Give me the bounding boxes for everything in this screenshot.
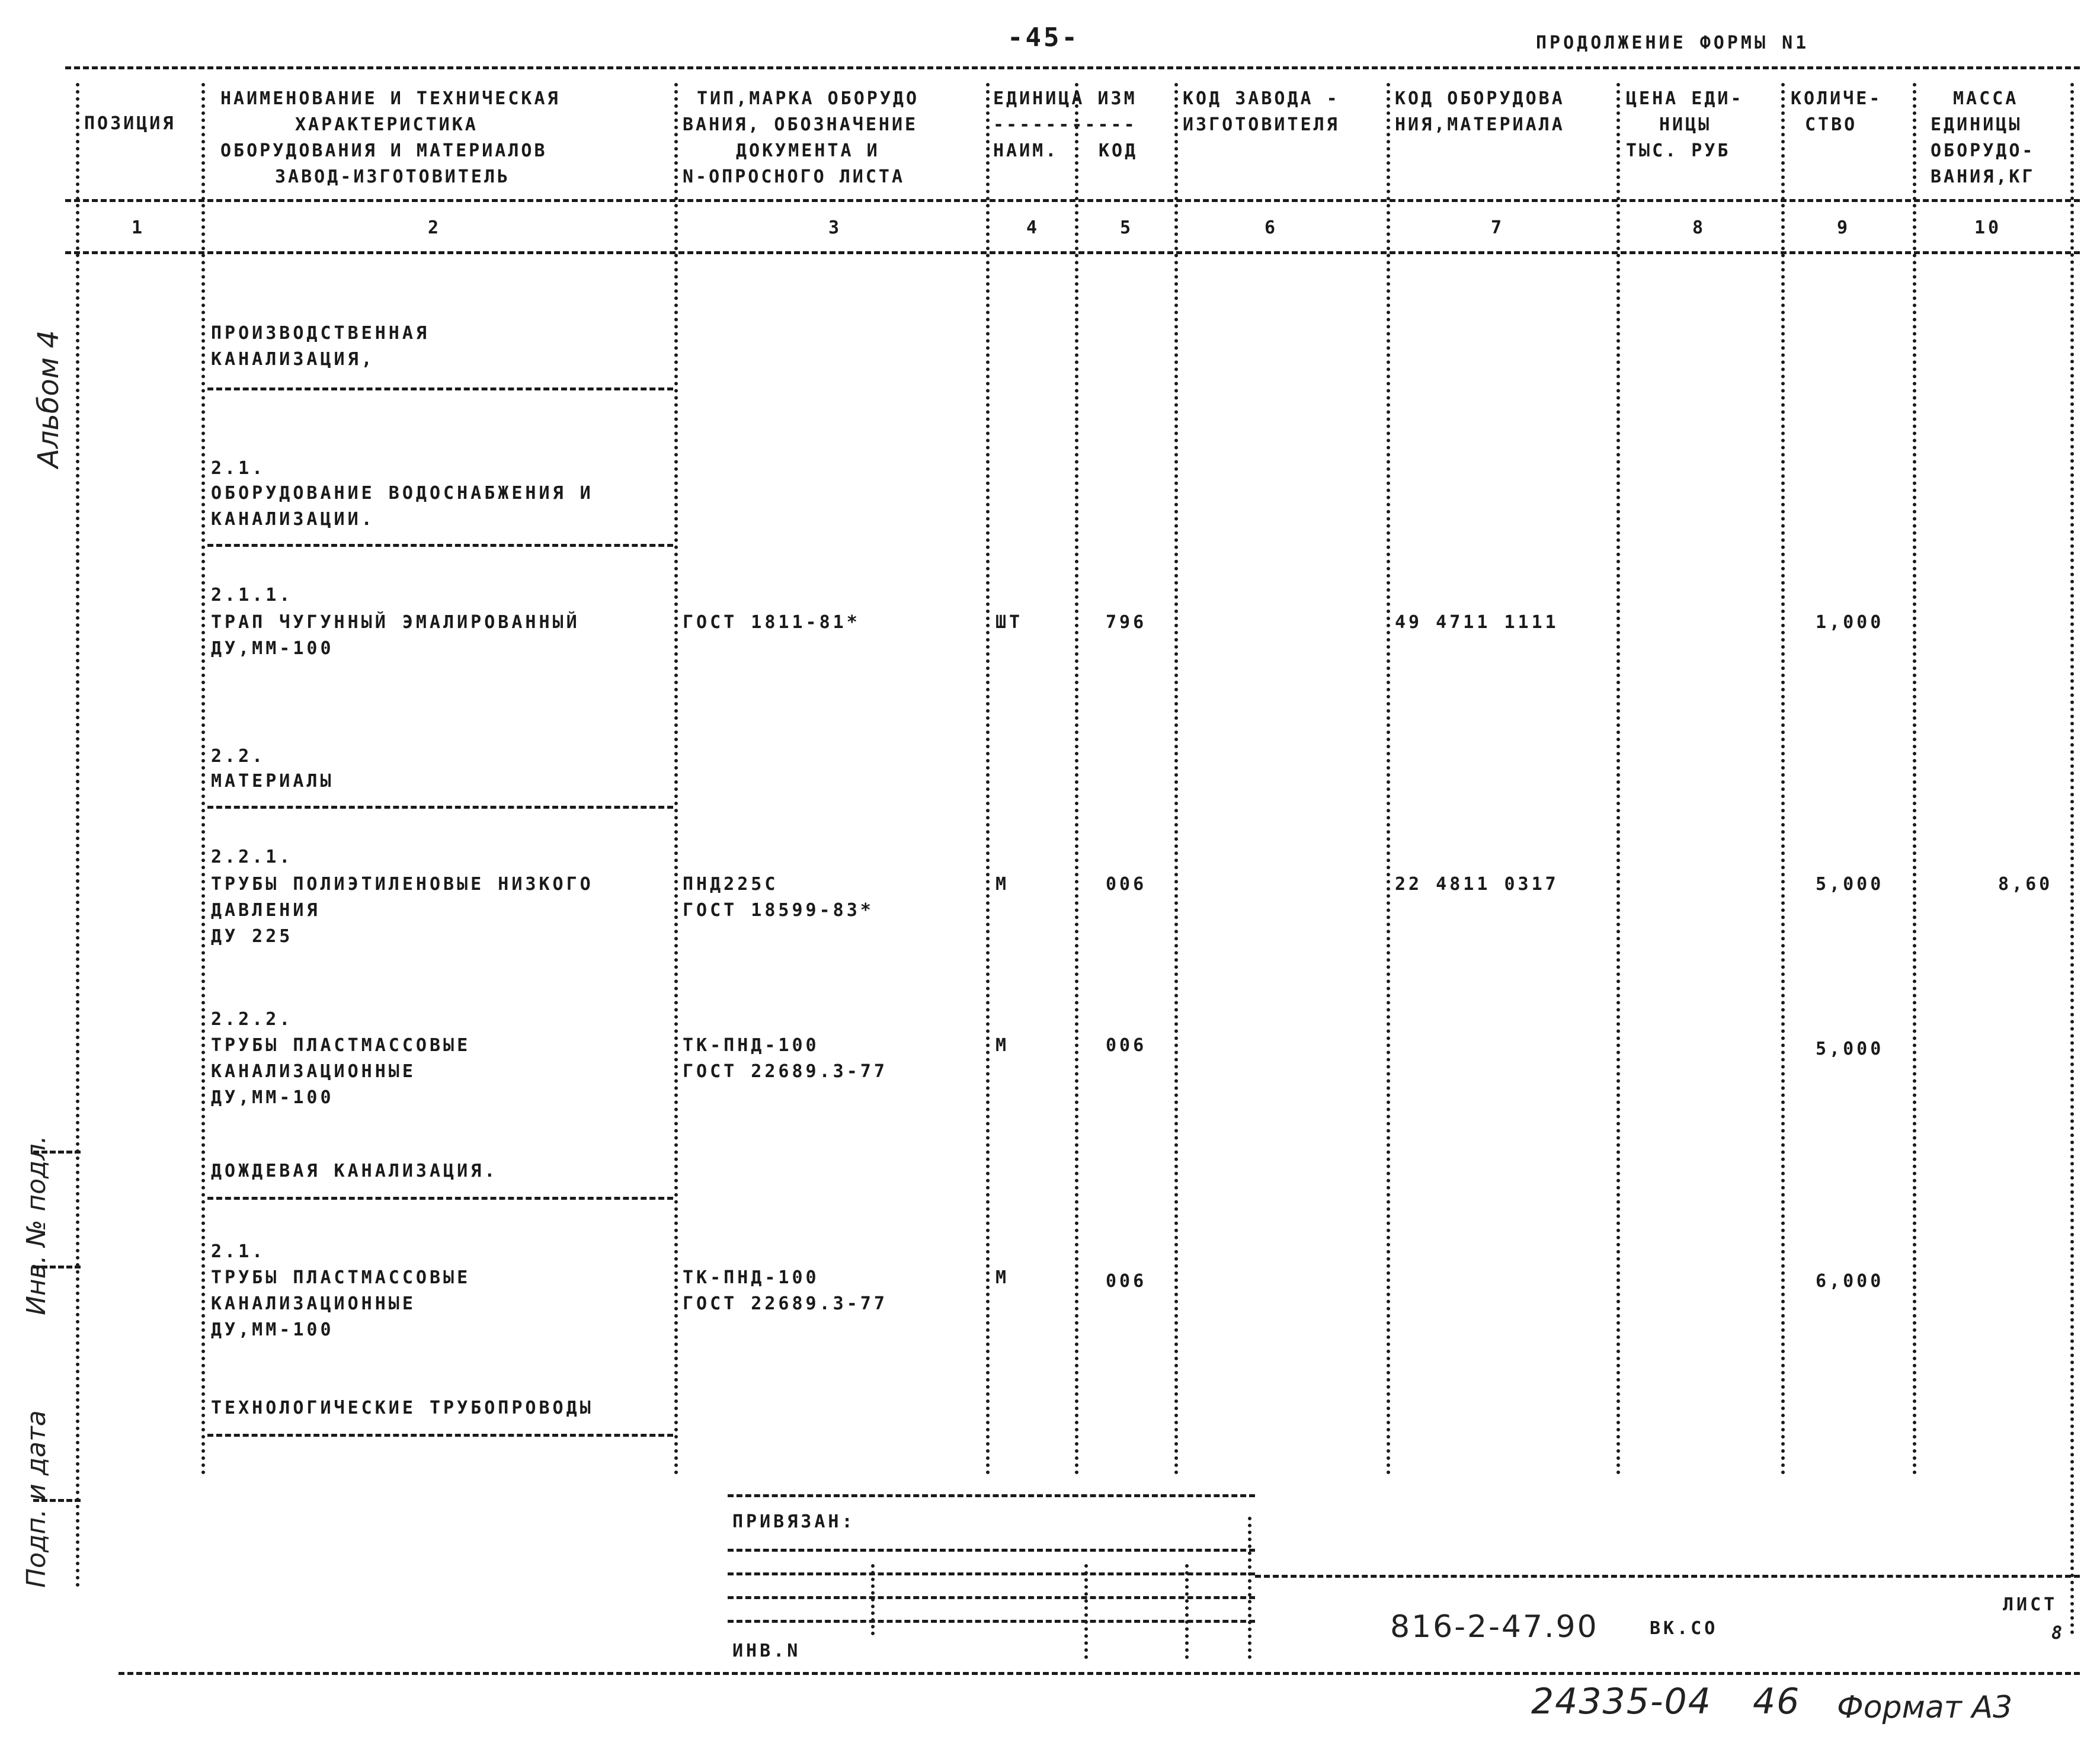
header-col2-line2: ХАРАКТЕРИСТИКА (295, 114, 478, 135)
header-col9-line1: КОЛИЧЕ- (1791, 88, 1883, 109)
row1-name-line2: ОБОРУДОВАНИЕ ВОДОСНАБЖЕНИЯ И (211, 483, 594, 504)
col-sep-1 (201, 83, 205, 1475)
colnum-10: 10 (1974, 217, 2002, 238)
stamp-privyazan: ПРИВЯЗАН: (732, 1511, 856, 1532)
header-col4: НАИМ. (993, 140, 1059, 161)
header-col10-line4: ВАНИЯ,КГ (1931, 166, 2035, 187)
row2-qty: 1,000 (1816, 612, 1884, 633)
colnum-3: 3 (828, 217, 843, 238)
row7-type-line1: ТК-ПНД-100 (683, 1267, 819, 1288)
row5-code: 006 (1106, 1035, 1147, 1056)
col-sep-4 (1075, 83, 1078, 1475)
row2-name-line2: ТРАП ЧУГУННЫЙ ЭМАЛИРОВАННЫЙ (211, 612, 580, 633)
header-col10-line1: МАССА (1953, 88, 2019, 109)
margin-tick-2 (33, 1266, 81, 1268)
margin-tick-1 (33, 1151, 81, 1154)
row1-underline (207, 544, 673, 547)
row4-type-line2: ГОСТ 18599-83* (683, 900, 874, 921)
stamp-row-line4 (728, 1620, 1255, 1623)
col-sep-8 (1781, 83, 1785, 1475)
stamp-sheet-number: 8 (2051, 1623, 2066, 1644)
header-col7-line1: КОД ОБОРУДОВА (1395, 88, 1565, 109)
header-col5: КОД (1099, 140, 1138, 161)
col-sep-10 (2070, 83, 2074, 1635)
row3-name-line2: МАТЕРИАЛЫ (211, 771, 334, 792)
row3-name-line1: 2.2. (211, 746, 266, 767)
row7-unit: М (995, 1267, 1010, 1288)
row6-underline (207, 1197, 673, 1200)
header-col6-line2: ИЗГОТОВИТЕЛЯ (1183, 114, 1340, 135)
colnum-4: 4 (1026, 217, 1041, 238)
row7-name-line4: ДУ,ММ-100 (211, 1319, 334, 1340)
footer-format: Формат А3 (1837, 1690, 2013, 1725)
col-sep-3 (986, 83, 990, 1475)
row2-unit: ШТ (995, 612, 1023, 633)
colnum-1: 1 (132, 217, 146, 238)
stamp-row-line3 (728, 1596, 1255, 1599)
header-col2-line1: НАИМЕНОВАНИЕ И ТЕХНИЧЕСКАЯ (220, 88, 561, 109)
row2-equip-code: 49 4711 1111 (1395, 612, 1559, 633)
row0-underline (207, 387, 673, 390)
col-sep-5 (1174, 83, 1178, 1475)
margin-inv-note: Инв. № подл. (21, 1135, 52, 1315)
footer-archive-number: 24335-04 (1531, 1681, 1712, 1722)
row3-underline (207, 806, 673, 809)
row5-name-line3: КАНАЛИЗАЦИОННЫЕ (211, 1061, 416, 1082)
row5-qty: 5,000 (1816, 1039, 1884, 1059)
header-col10-line3: ОБОРУДО- (1931, 140, 2035, 161)
header-col2-line3: ОБОРУДОВАНИЯ И МАТЕРИАЛОВ (220, 140, 548, 161)
stamp-sep-a (871, 1564, 875, 1635)
stamp-sheet-label: ЛИСТ (2003, 1594, 2058, 1615)
header-bottom-border (65, 199, 2080, 202)
row4-code: 006 (1106, 874, 1147, 895)
row4-equip-code: 22 4811 0317 (1395, 874, 1559, 895)
colnum-6: 6 (1265, 217, 1279, 238)
header-col10-line2: ЕДИНИЦЫ (1931, 114, 2022, 135)
colnum-5: 5 (1120, 217, 1134, 238)
row1-name-line1: 2.1. (211, 458, 266, 479)
row5-name-line2: ТРУБЫ ПЛАСТМАССОВЫЕ (211, 1035, 471, 1056)
margin-album-note: Альбом 4 (32, 330, 65, 468)
header-unit-group: ЕДИНИЦА ИЗМ (993, 88, 1137, 109)
colnum-bottom-border (65, 251, 2080, 254)
row0-name-line1: ПРОИЗВОДСТВЕННАЯ (211, 323, 430, 344)
row4-name-line2: ТРУБЫ ПОЛИЭТИЛЕНОВЫЕ НИЗКОГО (211, 874, 594, 895)
header-col3-line2: ВАНИЯ, ОБОЗНАЧЕНИЕ (683, 114, 918, 135)
colnum-7: 7 (1491, 217, 1505, 238)
table-bottom-border (119, 1672, 2080, 1675)
row4-unit: М (995, 874, 1010, 895)
row2-code: 796 (1106, 612, 1147, 633)
header-col8-line3: ТЫС. РУБ (1626, 140, 1731, 161)
col-sep-9 (1913, 83, 1916, 1475)
row4-type-line1: ПНД225С (683, 874, 779, 895)
colnum-2: 2 (428, 217, 442, 238)
row7-code: 006 (1106, 1271, 1147, 1292)
row4-mass: 8,60 (1998, 874, 2053, 895)
colnum-8: 8 (1692, 217, 1707, 238)
col-sep-6 (1387, 83, 1390, 1475)
header-col7-line2: НИЯ,МАТЕРИАЛА (1395, 114, 1565, 135)
row5-name-line4: ДУ,ММ-100 (211, 1087, 334, 1108)
col-sep-7 (1616, 83, 1620, 1475)
header-col6-line1: КОД ЗАВОДА - (1183, 88, 1340, 109)
stamp-sep-c (1185, 1564, 1189, 1659)
row5-name-line1: 2.2.2. (211, 1009, 293, 1030)
header-col1: ПОЗИЦИЯ (84, 113, 176, 134)
stamp-row-line2 (728, 1572, 1255, 1575)
row8-name: ТЕХНОЛОГИЧЕСКИЕ ТРУБОПРОВОДЫ (211, 1398, 594, 1418)
row4-name-line4: ДУ 225 (211, 926, 293, 947)
row1-name-line3: КАНАЛИЗАЦИИ. (211, 509, 375, 530)
stamp-doc-suffix: ВК.СО (1650, 1618, 1718, 1639)
margin-tick-3 (33, 1499, 81, 1502)
stamp-divider-right (1255, 1575, 2080, 1578)
row6-name: ДОЖДЕВАЯ КАНАЛИЗАЦИЯ. (211, 1161, 498, 1181)
stamp-sep-b (1084, 1564, 1088, 1659)
table-top-border (65, 66, 2080, 69)
stamp-row-line1 (728, 1549, 1255, 1552)
row5-unit: М (995, 1035, 1010, 1056)
col-sep-2 (674, 83, 678, 1475)
colnum-9: 9 (1837, 217, 1851, 238)
header-col3-line1: ТИП,МАРКА ОБОРУДО (697, 88, 920, 109)
row5-type-line2: ГОСТ 22689.3-77 (683, 1061, 888, 1082)
row4-name-line1: 2.2.1. (211, 847, 293, 867)
stamp-sep-d (1248, 1517, 1251, 1659)
row7-qty: 6,000 (1816, 1271, 1884, 1292)
page-number: -45- (1007, 23, 1080, 53)
stamp-top-border (728, 1494, 1255, 1497)
header-col9-line2: СТВО (1805, 114, 1858, 135)
margin-signature-note: Подп. и дата (21, 1410, 52, 1588)
row2-type: ГОСТ 1811-81* (683, 612, 860, 633)
header-col8-line2: НИЦЫ (1659, 114, 1712, 135)
row7-name-line2: ТРУБЫ ПЛАСТМАССОВЫЕ (211, 1267, 471, 1288)
row8-underline (207, 1434, 673, 1437)
row4-name-line3: ДАВЛЕНИЯ (211, 900, 321, 921)
row2-name-line1: 2.1.1. (211, 585, 293, 606)
row5-type-line1: ТК-ПНД-100 (683, 1035, 819, 1056)
header-col2-line4: ЗАВОД-ИЗГОТОВИТЕЛЬ (275, 166, 511, 187)
col-sep-0 (76, 83, 79, 1588)
header-col8-line1: ЦЕНА ЕДИ- (1626, 88, 1744, 109)
stamp-inv: ИНВ.N (732, 1641, 801, 1661)
footer-page: 46 (1753, 1681, 1801, 1722)
continuation-label: ПРОДОЛЖЕНИЕ ФОРМЫ N1 (1536, 33, 1810, 53)
header-col3-line3: ДОКУМЕНТА И (736, 140, 880, 161)
stamp-doc-code: 816-2-47.90 (1390, 1609, 1599, 1645)
row2-name-line3: ДУ,ММ-100 (211, 638, 334, 659)
row7-type-line2: ГОСТ 22689.3-77 (683, 1293, 888, 1314)
row4-qty: 5,000 (1816, 874, 1884, 895)
header-unit-divider: ----------- (993, 114, 1137, 135)
row7-name-line3: КАНАЛИЗАЦИОННЫЕ (211, 1293, 416, 1314)
row7-name-line1: 2.1. (211, 1241, 266, 1262)
row0-name-line2: КАНАЛИЗАЦИЯ, (211, 349, 375, 370)
header-col3-line4: N-ОПРОСНОГО ЛИСТА (683, 166, 905, 187)
